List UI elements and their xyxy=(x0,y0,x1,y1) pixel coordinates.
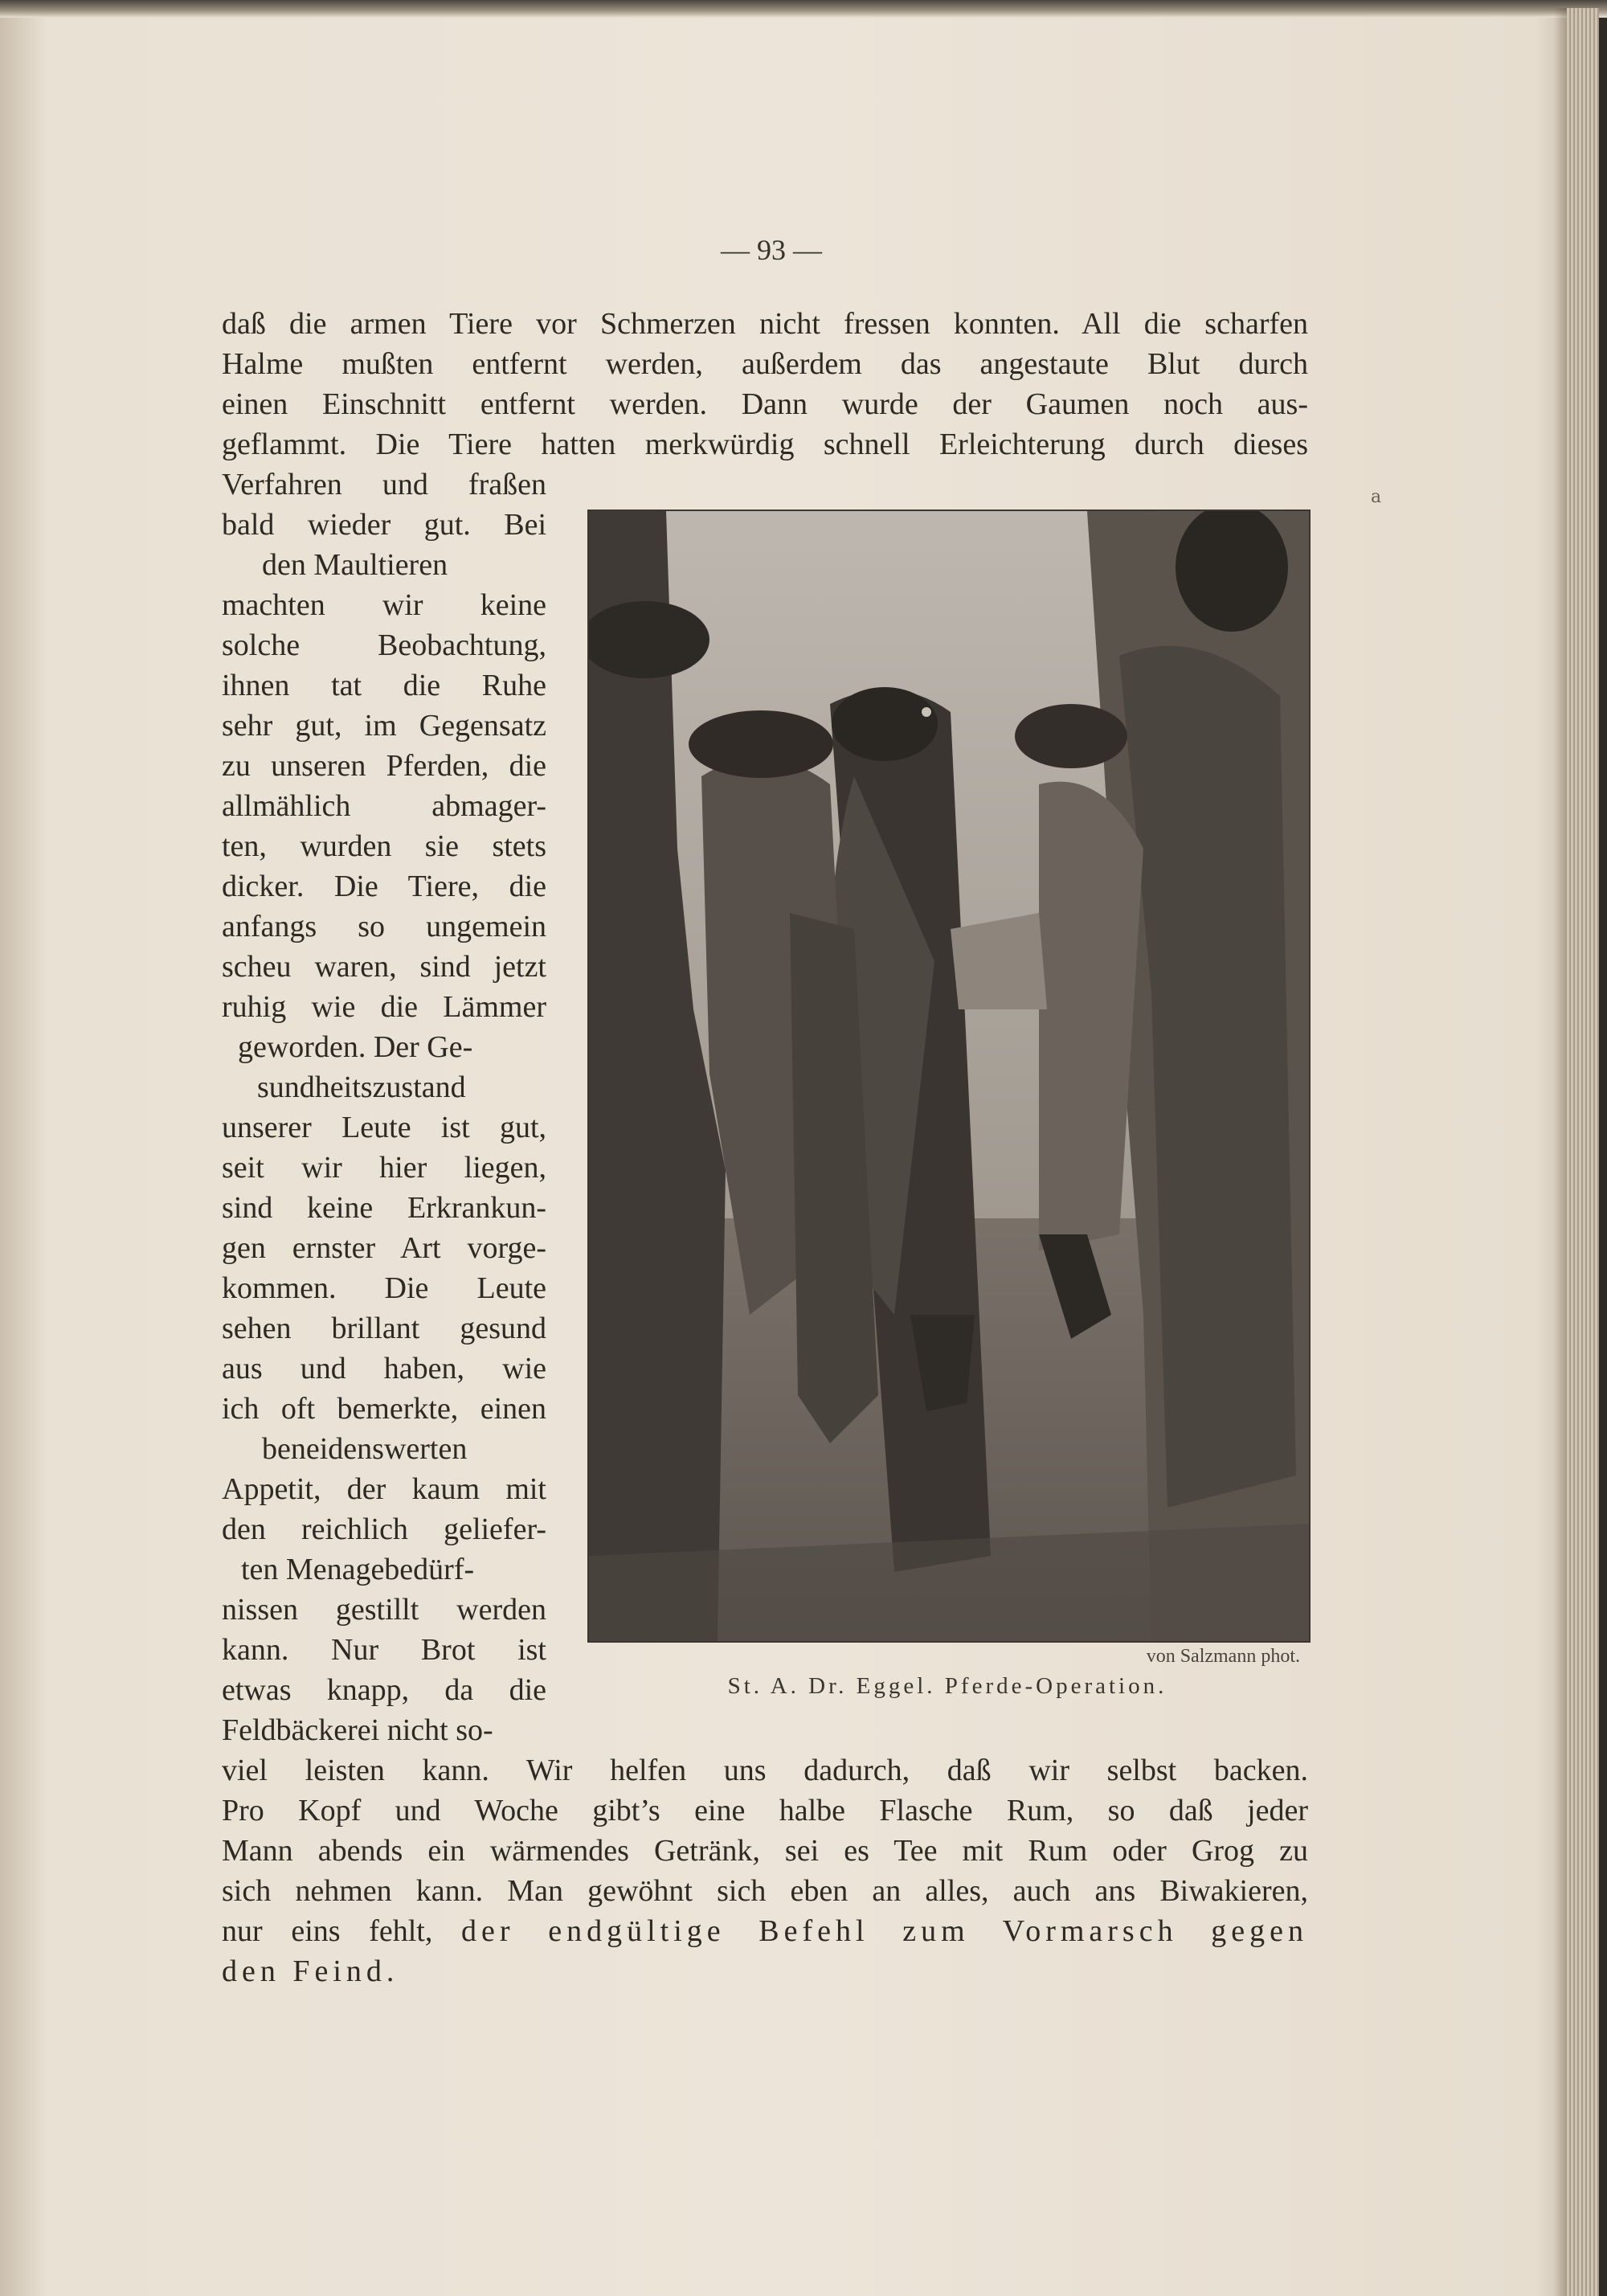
spaced-emphasis: der endgültige Befehl zum Vormarsch gegen xyxy=(461,1914,1308,1948)
text-line: Halme mußten entfernt werden, außerdem das angestaute Blut durch xyxy=(222,347,1308,381)
text-line-final: den Feind. xyxy=(222,1954,399,1988)
text-line: seit wir hier liegen, xyxy=(222,1151,546,1185)
text-line: beneidenswerten xyxy=(262,1432,468,1466)
text-line: Pro Kopf und Woche gibt’s eine halbe Flasche Rum, so daß jeder xyxy=(222,1794,1308,1827)
text-line: etwas knapp, da die xyxy=(222,1673,546,1707)
text-line: zu unseren Pferden, die xyxy=(222,749,546,783)
photo-caption: St. A. Dr. Eggel. Pferde-Operation. xyxy=(727,1673,1167,1699)
book-top-edge xyxy=(0,0,1607,18)
photo-credit: von Salzmann phot. xyxy=(1146,1646,1300,1667)
text-line-spaced xyxy=(222,1911,1308,1951)
text-line: ich oft bemerkte, einen xyxy=(222,1392,546,1426)
text-line: Feldbäckerei nicht so- xyxy=(222,1713,493,1747)
text-line: unserer Leute ist gut, xyxy=(222,1111,546,1144)
photograph-horse-operation xyxy=(587,510,1311,1643)
text-fragment: nur eins fehlt, xyxy=(222,1914,462,1948)
text-line: ruhig wie die Lämmer xyxy=(222,990,546,1024)
text-line: dicker. Die Tiere, die xyxy=(222,870,546,903)
photograph-image xyxy=(589,511,1309,1641)
text-line: ten, wurden sie stets xyxy=(222,829,546,863)
text-line: solche Beobachtung, xyxy=(222,628,546,662)
text-line: allmählich abmager- xyxy=(222,789,546,823)
text-line: aus und haben, wie xyxy=(222,1352,546,1385)
text-line: geflammt. Die Tiere hatten merkwürdig schnell Erleichterung durch dieses xyxy=(222,428,1308,461)
margin-mark: a xyxy=(1371,487,1382,507)
page-stack-edge xyxy=(1567,8,1599,2296)
text-line: sundheitszustand xyxy=(257,1070,466,1104)
text-line: einen Einschnitt entfernt werden. Dann wurde der Gaumen noch aus- xyxy=(222,387,1308,421)
text-line: sehen brillant gesund xyxy=(222,1312,546,1345)
text-line: den Maultieren xyxy=(262,548,448,582)
text-line: kann. Nur Brot ist xyxy=(222,1633,546,1667)
text-line: daß die armen Tiere vor Schmerzen nicht fressen konnten. All die scharfen xyxy=(222,307,1308,341)
text-line: kommen. Die Leute xyxy=(222,1271,546,1305)
text-line: Appetit, der kaum mit xyxy=(222,1472,546,1506)
text-line: machten wir keine xyxy=(222,588,546,622)
text-line: bald wieder gut. Bei xyxy=(222,508,546,542)
text-line: Verfahren und fraßen xyxy=(222,468,546,501)
text-line: sind keine Erkrankun- xyxy=(222,1191,546,1225)
text-line: anfangs so ungemein xyxy=(222,910,546,943)
text-line: geworden. Der Ge- xyxy=(238,1030,473,1064)
text-line: Mann abends ein wärmendes Getränk, sei es Tee mit Rum oder Grog zu xyxy=(222,1834,1308,1868)
text-line: scheu waren, sind jetzt xyxy=(222,950,546,984)
text-line: sehr gut, im Gegensatz xyxy=(222,709,546,743)
text-line: nissen gestillt werden xyxy=(222,1593,546,1627)
page-gutter-shadow xyxy=(1554,8,1567,2296)
text-line: sich nehmen kann. Man gewöhnt sich eben an alles, auch ans Biwakieren, xyxy=(222,1874,1308,1908)
text-line: viel leisten kann. Wir helfen uns dadurch, daß wir selbst backen. xyxy=(222,1754,1308,1787)
text-line: ten Menagebedürf- xyxy=(241,1553,475,1586)
text-line: den reichlich geliefer- xyxy=(222,1512,546,1546)
text-line: gen ernster Art vorge- xyxy=(222,1231,546,1265)
text-line: ihnen tat die Ruhe xyxy=(222,669,546,702)
page-number: — 93 — xyxy=(721,234,822,266)
